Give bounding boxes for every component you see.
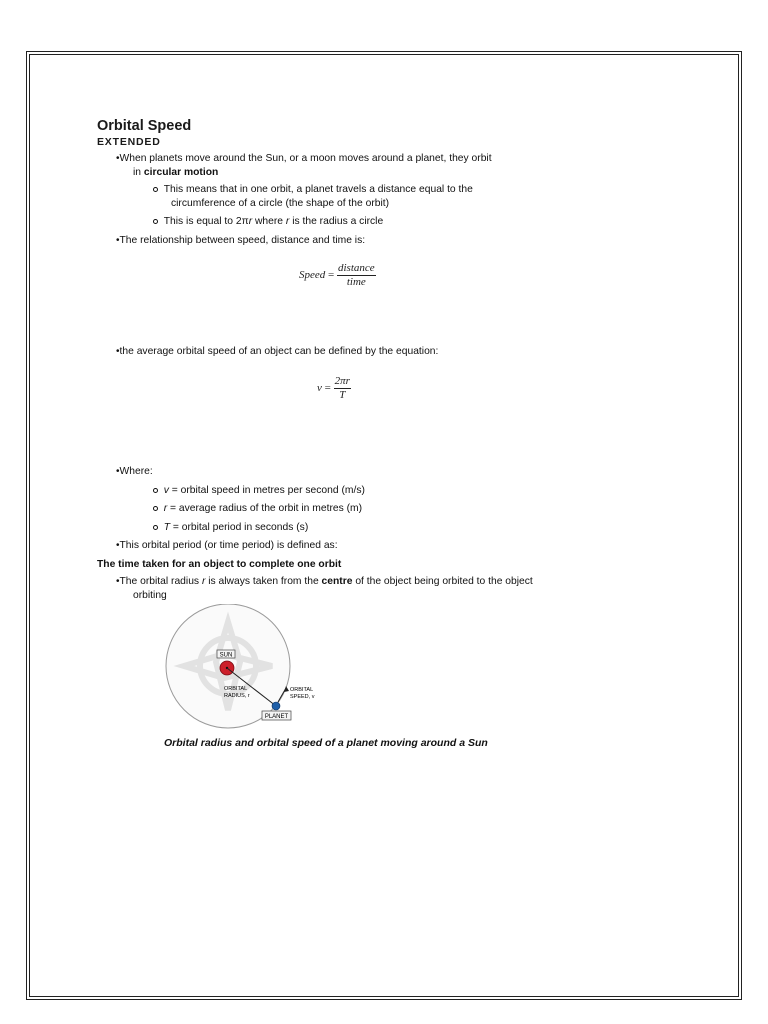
radius-label-line1: ORBITAL: [224, 686, 248, 692]
sub-bullet-distance-line2: circumference of a circle (the shape of the orbit): [171, 198, 390, 209]
section-label: EXTENDED: [97, 136, 161, 148]
diagram-caption: Orbital radius and orbital speed of a planet moving around a Sun: [164, 737, 488, 749]
definition-t: T = orbital period in seconds (s): [153, 522, 308, 533]
bullet-circular-motion: •When planets move around the Sun, or a moon moves around a planet, they orbit: [116, 153, 492, 164]
definition-v: v = orbital speed in metres per second (m/s): [153, 485, 365, 496]
orbit-diagram: [160, 604, 340, 729]
bullet-icon: •: [116, 346, 120, 357]
circle-bullet-icon: [153, 525, 158, 530]
bullet-orbital-radius: •The orbital radius r is always taken from the centre of the object being orbited to the object: [116, 576, 533, 587]
speed-equation: Speed = $\frac{\text{distance}}{\text{time}}$: [299, 262, 375, 288]
bullet-relationship: •The relationship between speed, distance and time is:: [116, 235, 366, 246]
circle-bullet-icon: [153, 219, 158, 224]
bullet-icon: •: [116, 153, 120, 164]
sub-bullet-circumference: This is equal to 2πr where r is the radius a circle: [153, 216, 383, 227]
circle-bullet-icon: [153, 506, 158, 511]
bullet-icon: •: [116, 540, 120, 551]
circle-bullet-icon: [153, 187, 158, 192]
bullet-orbital-radius-line2: orbiting: [133, 590, 167, 601]
orbital-speed-equation: v = $\frac{2\pi r}{T}$: [317, 375, 350, 401]
orbital-speed-fraction: $\frac{2\pi r}{T}$: [334, 375, 350, 401]
bullet-icon: •: [116, 235, 120, 246]
bullet-orbital-period: •This orbital period (or time period) is defined as:: [116, 540, 338, 551]
orbital-period-definition: The time taken for an object to complete one orbit: [97, 559, 342, 570]
bullet-icon: •: [116, 466, 120, 477]
page-border-inner: [29, 54, 739, 997]
speed-fraction: $\frac{\text{distance}}{\text{time}}$: [337, 262, 375, 288]
speed-label-line2: SPEED, v: [290, 694, 315, 700]
sub-bullet-distance: This means that in one orbit, a planet travels a distance equal to the: [153, 184, 473, 195]
bullet-icon: •: [116, 576, 120, 587]
page-title: Orbital Speed: [97, 118, 192, 134]
circle-bullet-icon: [153, 488, 158, 493]
speed-label-line1: ORBITAL: [290, 687, 314, 693]
bullet-average-orbital-speed: •the average orbital speed of an object can be defined by the equation:: [116, 346, 439, 357]
radius-label-line2: RADIUS, r: [224, 693, 250, 699]
definition-r: r = average radius of the orbit in metres (m): [153, 503, 362, 514]
planet-icon: [272, 702, 280, 710]
planet-label: PLANET: [264, 714, 289, 720]
bullet-where: •Where:: [116, 466, 153, 477]
sun-label: SUN: [219, 652, 233, 659]
bullet-circular-motion-line2: in circular motion: [133, 167, 219, 178]
